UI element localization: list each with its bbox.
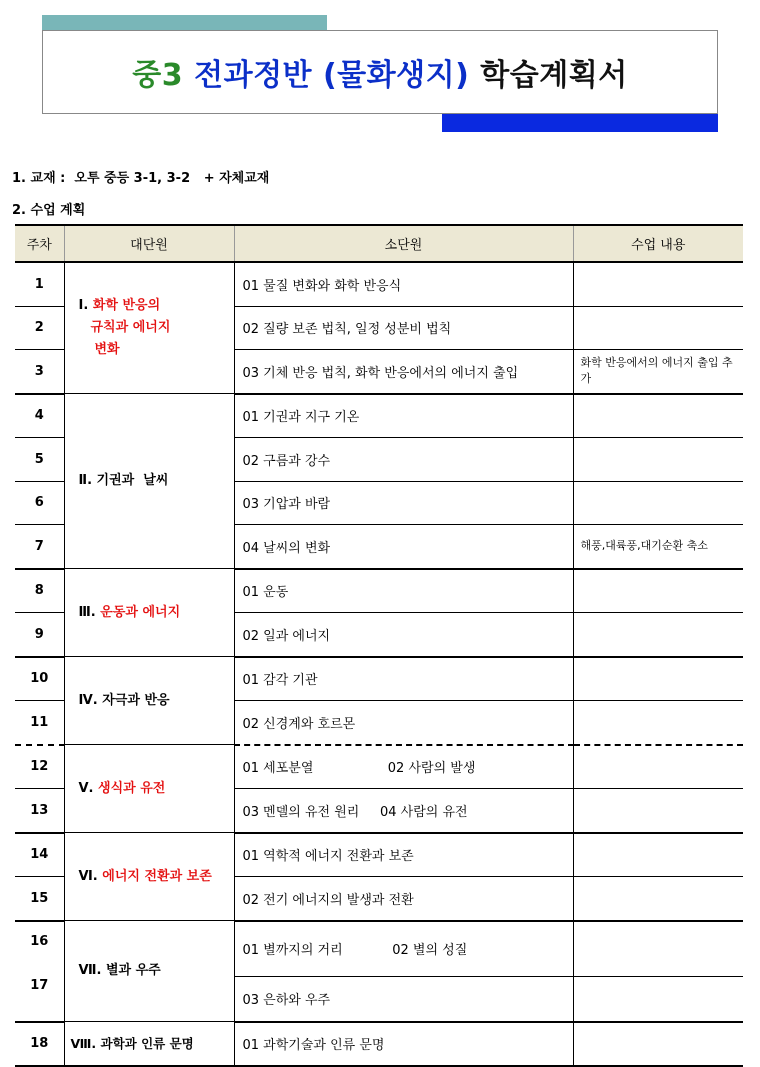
unit-name: 에너지 전환과 보존 — [102, 868, 212, 884]
content-cell — [573, 701, 743, 745]
week-cell: 15 — [15, 877, 64, 921]
subunit-cell: 03 은하와 우주 — [234, 976, 573, 1022]
unit-cell — [64, 1022, 234, 1067]
title-accent-bar-top — [42, 15, 327, 30]
unit-name: 별과 우주 — [105, 963, 161, 978]
unit-cell — [64, 394, 234, 569]
title-doc-type: 학습계획서 — [480, 58, 628, 93]
content-cell — [573, 921, 743, 977]
header-content: 수업 내용 — [573, 225, 743, 262]
subunit-cell: 03 기체 반응 법칙, 화학 반응에서의 에너지 출입 — [234, 350, 573, 394]
week-cell: 6 — [15, 481, 64, 525]
subunit-cell: 01 물질 변화와 화학 반응식 — [234, 262, 573, 306]
unit-name: 운동과 에너지 — [100, 604, 181, 620]
subunit-cell: 01 운동 — [234, 569, 573, 613]
content-cell — [573, 262, 743, 306]
unit-number: Ⅲ. — [78, 604, 96, 620]
subunit-cell: 01 과학기술과 인류 문명 — [234, 1022, 573, 1067]
subunit-cell: 02 질량 보존 법칙, 일정 성분비 법칙 — [234, 306, 573, 350]
unit-name: 화학 반응의 — [92, 298, 161, 313]
week-cell: 14 — [15, 833, 64, 877]
lesson-plan-table — [15, 224, 743, 1067]
content-cell — [573, 438, 743, 482]
content-cell — [573, 877, 743, 921]
unit-cell — [64, 569, 234, 657]
content-cell — [573, 569, 743, 613]
unit-cell — [64, 262, 234, 394]
unit-number: Ⅶ. — [78, 963, 102, 978]
content-cell — [573, 306, 743, 350]
week-cell: 1 — [15, 262, 64, 306]
page-title — [132, 50, 627, 94]
week-cell: 5 — [15, 438, 64, 482]
week-cell: 3 — [15, 350, 64, 394]
subunit-cell: 02 일과 에너지 — [234, 613, 573, 657]
subunit-cell: 02 전기 에너지의 발생과 전환 — [234, 877, 573, 921]
table-row — [15, 569, 743, 613]
unit-name: 과학과 인류 문명 — [100, 1035, 194, 1051]
content-cell — [573, 833, 743, 877]
week-cell: 11 — [15, 701, 64, 745]
content-cell — [573, 394, 743, 438]
subunit-cell: 01 별까지의 거리 02 별의 성질 — [234, 921, 573, 977]
unit-name: 생식과 유전 — [98, 780, 166, 796]
table-row — [15, 833, 743, 877]
week-cell: 9 — [15, 613, 64, 657]
subunit-cell: 02 신경계와 호르몬 — [234, 701, 573, 745]
content-cell — [573, 613, 743, 657]
week-cell: 2 — [15, 306, 64, 350]
textbook-line: 1. 교재 : 오투 중등 3-1, 3-2 + 자체교재 — [12, 171, 270, 186]
week-cell: 18 — [15, 1022, 64, 1067]
week-cell: 7 — [15, 525, 64, 569]
unit-cell — [64, 833, 234, 921]
unit-name: 자극과 반응 — [102, 692, 170, 708]
title-course: 전과정반 (물화생지) — [194, 58, 470, 93]
table-row — [15, 1022, 743, 1067]
unit-cell — [64, 745, 234, 833]
unit-number: Ⅷ. — [70, 1035, 97, 1051]
unit-number: Ⅴ. — [78, 780, 94, 796]
subunit-cell: 03 기압과 바람 — [234, 481, 573, 525]
table-row — [15, 921, 743, 977]
content-cell — [573, 1022, 743, 1067]
subunit-cell: 03 멘델의 유전 원리 04 사람의 유전 — [234, 789, 573, 833]
content-cell — [573, 657, 743, 701]
table-header-row — [15, 225, 743, 262]
unit-number: Ⅳ. — [78, 692, 98, 708]
title-accent-bar-bottom — [442, 114, 718, 132]
unit-cell — [64, 921, 234, 1022]
subunit-cell: 04 날씨의 변화 — [234, 525, 573, 569]
header-week: 주차 — [15, 225, 64, 262]
table-row — [15, 745, 743, 789]
week-cell: 13 — [15, 789, 64, 833]
week-cell: 16 — [15, 921, 64, 977]
title-grade: 중3 — [132, 58, 184, 93]
unit-name: 기권과 날씨 — [96, 473, 169, 488]
week-cell: 10 — [15, 657, 64, 701]
unit-number: Ⅱ. — [78, 473, 93, 488]
unit-name-line: 변화 — [94, 342, 120, 357]
content-cell: 화학 반응에서의 에너지 출입 추가 — [573, 350, 743, 394]
plan-heading: 2. 수업 계획 — [12, 203, 86, 218]
subunit-cell: 01 감각 기관 — [234, 657, 573, 701]
content-cell — [573, 789, 743, 833]
table-row — [15, 262, 743, 306]
subunit-cell: 01 세포분열 02 사람의 발생 — [234, 745, 573, 789]
subunit-cell: 02 구름과 강수 — [234, 438, 573, 482]
unit-name-line: 규칙과 에너지 — [90, 320, 171, 335]
header-unit: 대단원 — [64, 225, 234, 262]
table-row — [15, 657, 743, 701]
content-cell: 해풍,대륙풍,대기순환 축소 — [573, 525, 743, 569]
title-box — [42, 30, 718, 114]
content-cell — [573, 745, 743, 789]
unit-number: Ⅰ. — [78, 298, 89, 313]
content-cell — [573, 481, 743, 525]
unit-number: Ⅵ. — [78, 868, 98, 884]
week-cell: 8 — [15, 569, 64, 613]
subunit-cell: 01 역학적 에너지 전환과 보존 — [234, 833, 573, 877]
week-cell: 17 — [15, 976, 64, 1022]
header-subunit: 소단원 — [234, 225, 573, 262]
unit-cell — [64, 657, 234, 745]
week-cell: 4 — [15, 394, 64, 438]
content-cell — [573, 976, 743, 1022]
table-row — [15, 394, 743, 438]
subunit-cell: 01 기권과 지구 기온 — [234, 394, 573, 438]
week-cell: 12 — [15, 745, 64, 789]
